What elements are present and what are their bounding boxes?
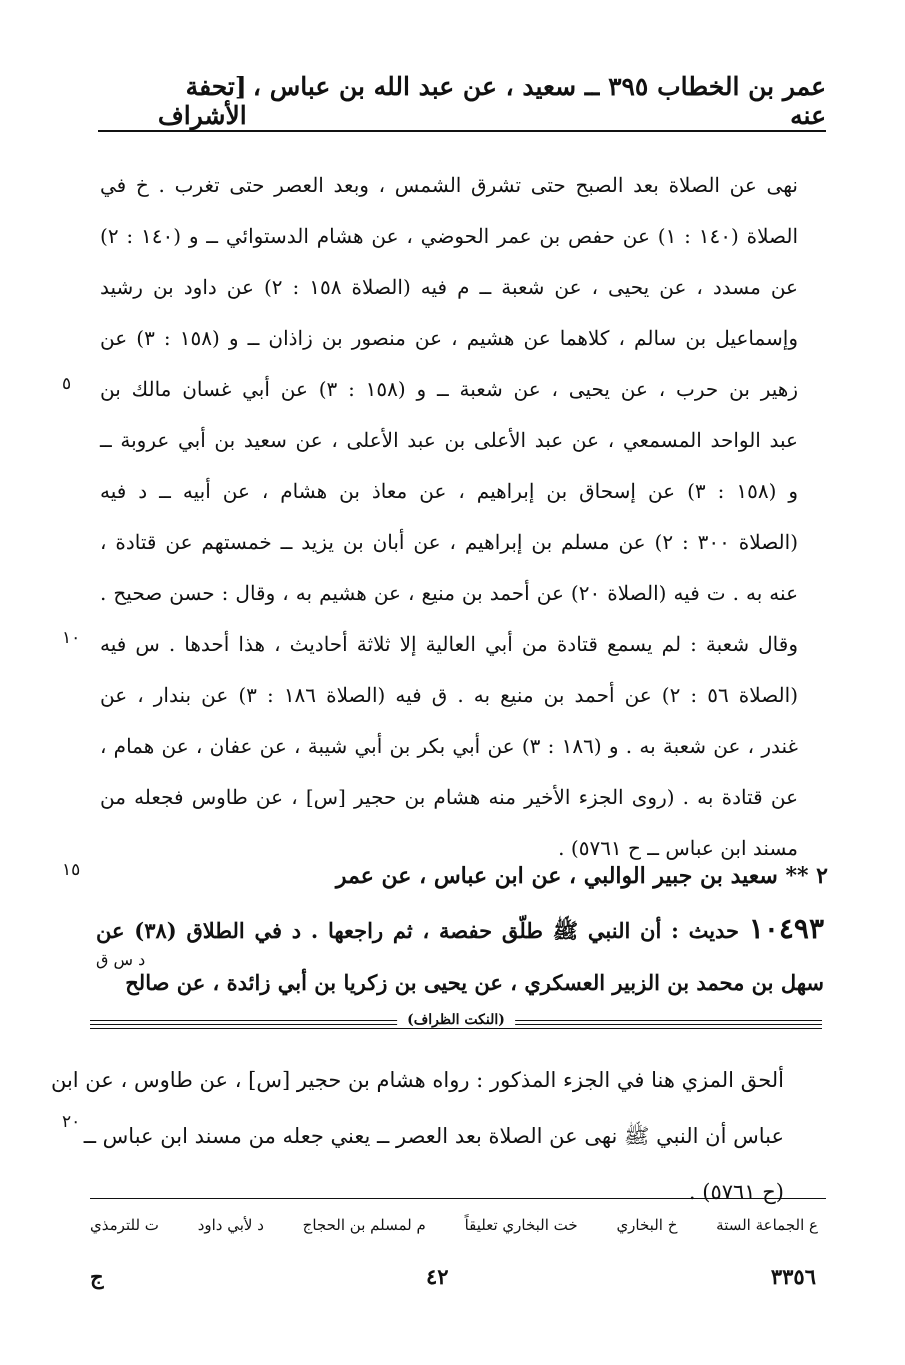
- entry-title: سعيد بن جبير الوالبي ، عن ابن عباس ، عن عمر: [335, 863, 778, 889]
- header-rule: [98, 130, 826, 132]
- abbreviation-item: ت للترمذي: [90, 1216, 159, 1234]
- volume-page-number: ٣٣٥٦: [770, 1264, 816, 1289]
- text-line: عنه به . ت فيه (الصلاة ٢٠) عن أحمد بن منيع ، عن هشيم به ، وقال : حسن صحيح .: [100, 581, 799, 605]
- note-line: (ح ٥٧٦١) .: [688, 1180, 784, 1204]
- text-line: مسند ابن عباس ــ ح ٥٧٦١) .: [558, 836, 798, 860]
- text-line: وقال شعبة : لم يسمع قتادة من أبي العالية إلا ثلاثة أحاديث ، هذا أحدها . س فيه: [100, 632, 798, 656]
- page-number: ٤٢: [425, 1264, 449, 1289]
- page-header: [98, 72, 826, 130]
- text-line: غندر ، عن شعبة به . و (١٨٦ : ٣) عن أبي بكر بن أبي شيبة ، عن عفان ، عن همام ،: [100, 734, 799, 758]
- text-line: عن مسدد ، عن يحيى ، عن شعبة ــ م فيه (الصلاة ١٥٨ : ٢) عن داود بن رشيد: [100, 275, 798, 299]
- entry-number: ٢ **: [785, 863, 828, 889]
- abbreviation-item: د لأبي داود: [197, 1216, 264, 1234]
- page-footer: [90, 1264, 816, 1289]
- side-note: د س ق: [96, 950, 146, 969]
- hadith-block: [96, 902, 824, 1010]
- text-line: عبد الواحد المسمعي ، عن عبد الأعلى بن عبد الأعلى ، عن سعيد بن أبي عروبة ــ: [100, 428, 798, 452]
- text-line: عن قتادة به . (روى الجزء الأخير منه هشام بن حجير [س] ، عن طاوس فجعله من: [100, 785, 798, 809]
- margin-line-number: ١٥: [62, 860, 81, 880]
- abbreviation-item: م لمسلم بن الحجاج: [302, 1216, 426, 1234]
- entry-heading: [330, 856, 828, 896]
- hadith-line: سهل بن محمد بن الزبير العسكري ، عن يحيى بن زكريا بن أبي زائدة ، عن صالح: [125, 970, 824, 995]
- margin-line-number: ٢٠: [62, 1112, 81, 1132]
- text-line: الصلاة (١٤٠ : ١) عن حفص بن عمر الحوضي ، عن هشام الدستوائي ــ و (١٤٠ : ٢): [100, 224, 799, 248]
- header-title-right: عمر بن الخطاب ٣٩٥ ــ سعيد ، عن عبد الله بن عباس ، عنه: [252, 72, 826, 130]
- divider-rule: [90, 1028, 822, 1029]
- abbreviation-item: خت البخاري تعليقاً: [464, 1216, 578, 1234]
- text-line: و (١٥٨ : ٣) عن إسحاق بن إبراهيم ، عن معاذ بن هشام ، عن أبيه ــ د فيه: [100, 479, 798, 503]
- signature-mark: ج: [90, 1264, 104, 1289]
- text-line: (الصلاة ٥٦ : ٢) عن أحمد بن منيع به . ق فيه (الصلاة ١٨٦ : ٣) عن بندار ، عن: [100, 683, 799, 707]
- hadith-text: حديث : أن النبي ﷺ طلّق حفصة ، ثم راجعها . د في الطلاق (٣٨) عن: [96, 918, 740, 943]
- abbreviation-key: [90, 1216, 818, 1234]
- text-line: وإسماعيل بن سالم ، كلاهما عن هشيم ، عن منصور بن زاذان ــ و (١٥٨ : ٣) عن: [100, 326, 799, 350]
- text-line: زهير بن حرب ، عن يحيى ، عن شعبة ــ و (١٥٨ : ٣) عن أبي غسان مالك بن: [100, 377, 799, 401]
- margin-line-number: ١٠: [62, 628, 81, 648]
- header-title-left: [تحفة الأشراف: [157, 72, 247, 130]
- note-line: عباس أن النبي ﷺ نهى عن الصلاة بعد العصر ــ يعني جعله من مسند ابن عباس ــ: [83, 1124, 784, 1148]
- text-line: نهى عن الصلاة بعد الصبح حتى تشرق الشمس ، وبعد العصر حتى تغرب . خ في: [100, 173, 798, 197]
- margin-line-number: ٥: [62, 374, 72, 394]
- hadith-line: [96, 902, 824, 956]
- text-line: (الصلاة ٣٠٠ : ٢) عن مسلم بن إبراهيم ، عن أبان بن يزيد ــ خمستهم عن قتادة ،: [100, 530, 798, 554]
- note-line: ألحق المزي هنا في الجزء المذكور : رواه هشام بن حجير [س] ، عن طاوس ، عن ابن: [50, 1068, 784, 1092]
- hadith-number: ١٠٤٩٣: [748, 912, 825, 945]
- section-divider: [90, 1010, 822, 1040]
- footer-rule: [90, 1198, 826, 1199]
- abbreviation-item: ع الجماعة الستة: [716, 1216, 818, 1234]
- main-text-block: [100, 160, 798, 874]
- abbreviation-item: خ البخاري: [616, 1216, 678, 1234]
- divider-label: (النكت الظراف): [397, 1012, 515, 1028]
